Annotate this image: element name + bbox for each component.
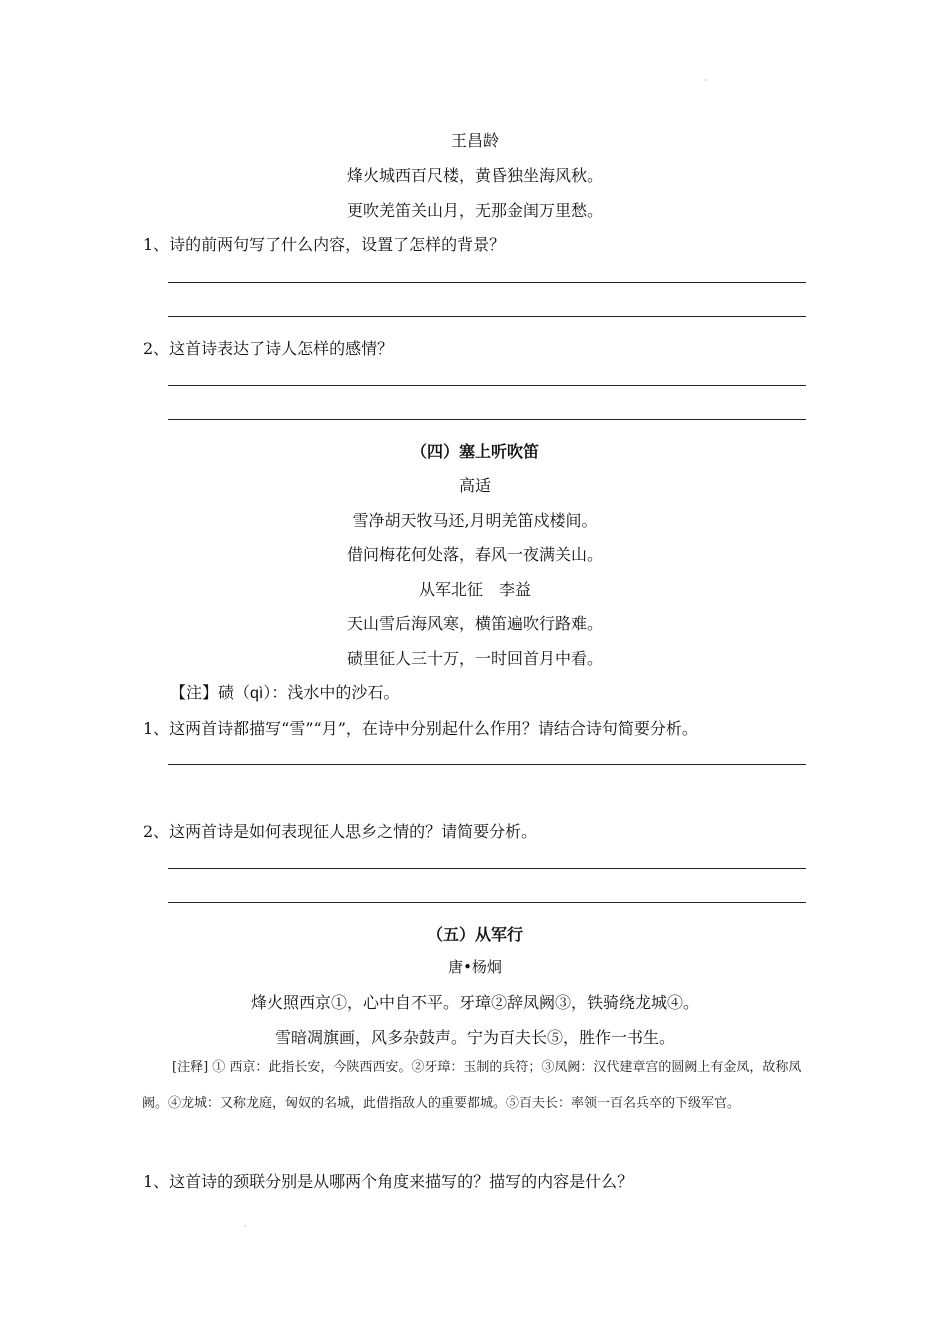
poem3-line-2: 更吹羌笛关山月，无那金闺万里愁。 [346,201,603,220]
answer-line [168,316,806,317]
answer-line [168,385,806,386]
answer-line [168,282,806,283]
poem3-line-1: 烽火城西百尺楼，黄昏独坐海风秋。 [346,166,603,185]
poem5-title: （五）从军行 [426,925,523,944]
answer-line [168,419,806,420]
poem5-line-1: 烽火照西京①，心中自不平。牙璋②辞凤阙③，铁骑绕龙城④。 [250,993,699,1012]
answer-line [168,902,806,903]
poem5-line-2: 雪暗凋旗画，风多杂鼓声。宁为百夫长⑤，胜作一书生。 [274,1028,675,1047]
poem4-second-line-2: 碛里征人三十万，一时回首月中看。 [346,649,603,668]
poem5-question-1: 1、这首诗的颈联分别是从哪两个角度来描写的？描写的内容是什么？ [143,1172,634,1191]
poem4-title: （四）塞上听吹笛 [410,442,539,461]
poem4-author: 高适 [458,476,491,495]
poem4-note: 【注】碛（qì）：浅水中的沙石。 [170,685,400,702]
poem4-second-line-1: 天山雪后海风寒，横笛遍吹行路难。 [346,614,603,633]
poem4-question-2: 2、这两首诗是如何表现征人思乡之情的？请简要分析。 [143,822,538,841]
poem5-author: 唐•杨炯 [448,958,502,976]
scan-speck: · [704,76,707,85]
poem3-author: 王昌龄 [450,131,499,150]
scan-speck: · [244,1222,247,1231]
poem4-question-1: 1、这两首诗都描写“雪”“月”，在诗中分别起什么作用？请结合诗句简要分析。 [143,719,698,738]
answer-line [168,868,806,869]
poem5-note: [注释] ① 西京：此指长安，今陕西西安。②牙璋：玉制的兵符；③凤阙：汉代建章宫的圆阙上有金凤，故称凤阙。④龙城：又称龙庭，匈奴的名城，此借指敌人的重要都城。⑤百夫长：率领一百名兵卒的下级军官。 [142,1060,802,1111]
poem4-second-title: 从军北征 李益 [418,580,531,599]
poem3-question-2: 2、这首诗表达了诗人怎样的感情？ [143,339,394,358]
poem4-line-1: 雪净胡天牧马还,月明羌笛戍楼间。 [352,511,598,530]
poem3-question-1: 1、诗的前两句写了什么内容，设置了怎样的背景？ [143,235,506,254]
answer-line [168,764,806,765]
poem4-line-2: 借问梅花何处落，春风一夜满关山。 [346,545,603,564]
